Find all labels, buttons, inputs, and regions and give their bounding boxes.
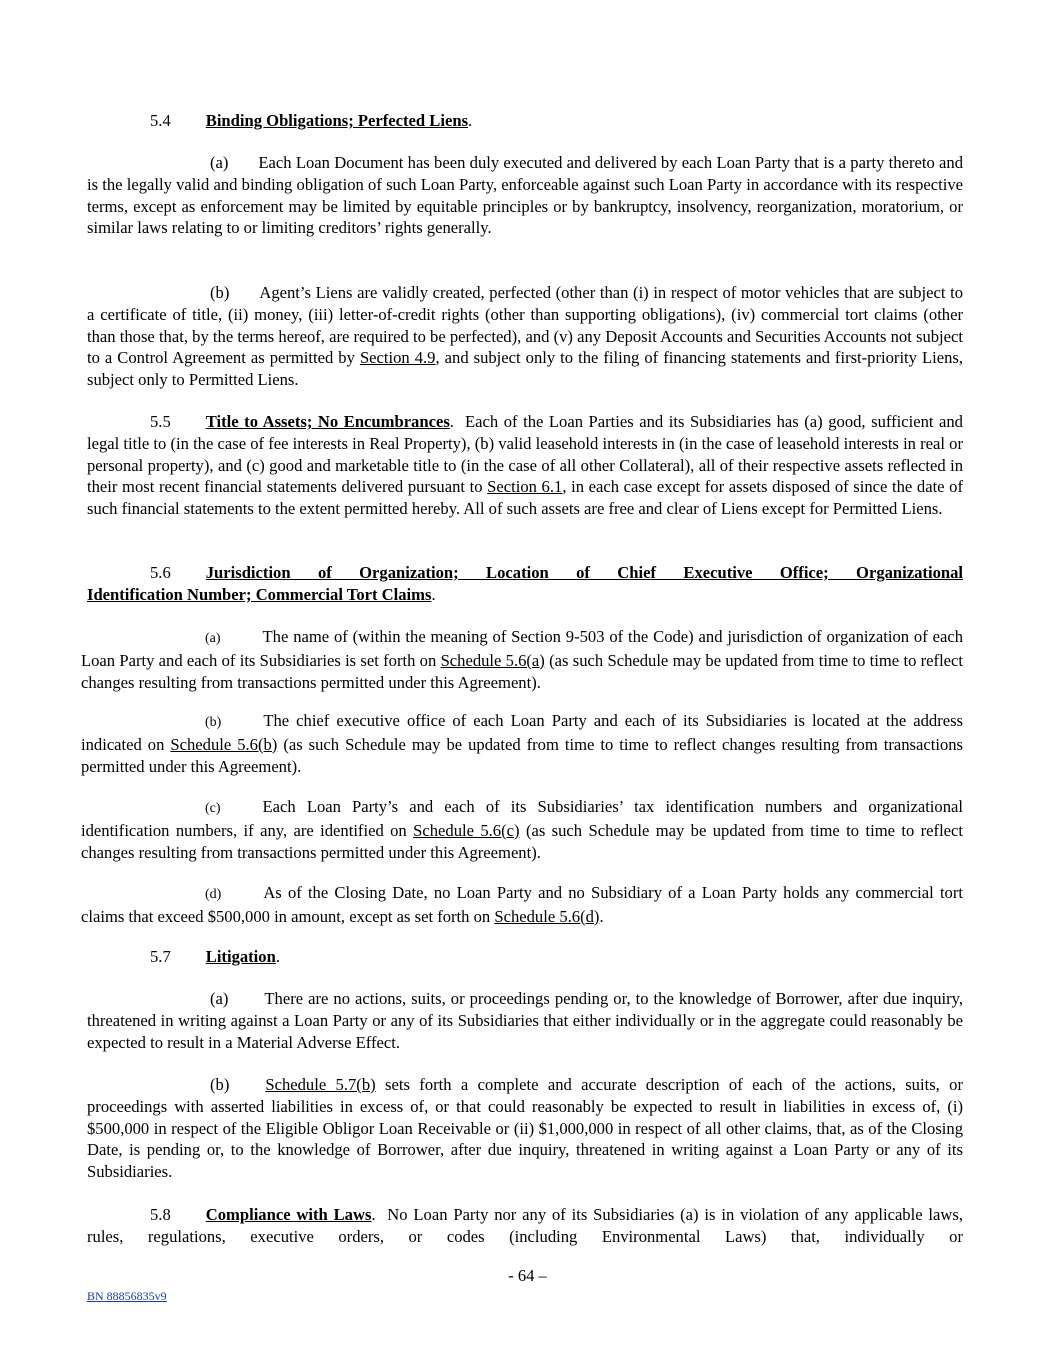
section-title-line-2: Identification Number; Commercial Tort Claims	[87, 584, 432, 604]
section-number: 5.7	[150, 947, 171, 966]
section-number: 5.8	[150, 1205, 171, 1224]
clause-text: Agent’s Liens are validly created, perfected (other than (i) in respect of motor vehicles that are subject to a certificate of title, (ii) money, (iii) letter-of-credit rights (other than supporting obligations), (iv) commercial tort claims (other than those that, by the terms hereof, are required to be perfected), and (v) any Deposit Accounts and Securities Accounts not subject to a Control Agreement as permitted by	[87, 283, 963, 368]
section-5-7-heading: 5.7 Litigation.	[150, 947, 280, 966]
cross-reference-link[interactable]: Section 4.9	[359, 348, 436, 368]
section-text: , in each case except for assets disposed of since the date of such financial statements to the extent permitted hereby. All of such assets are free and clear of Liens except for Permitted Liens.	[87, 477, 963, 519]
section-text: No Loan Party nor any of its Subsidiaries (a) is in violation of any applicable laws, rules, regulations, executive orders, or codes (including Environmental Laws) that, individually or	[87, 1205, 963, 1246]
section-5-4-heading: 5.4 Binding Obligations; Perfected Liens.	[150, 111, 473, 130]
cross-reference-link[interactable]: Section 6.1	[487, 477, 563, 497]
clause-text: The chief executive office of each Loan Party and each of its Subsidiaries is located at the address indicated on	[81, 711, 963, 754]
cross-reference-link[interactable]: Schedule 5.6(b)	[170, 734, 278, 754]
paragraph-5-6-c	[81, 796, 963, 863]
clause-text: Each Loan Party’s and each of its Subsidiaries’ tax identification numbers and organizational identification numbers, if any, are identified on	[81, 797, 963, 840]
section-number: 5.5	[150, 412, 171, 431]
paragraph-5-8: 5.8 Compliance with Laws. No Loan Party nor any of its Subsidiaries (a) is in violation of any applicable laws, rules, regulations, executive orders, or codes (including Environmental Laws) that, individually or	[87, 1205, 963, 1246]
section-title-line-1: Jurisdiction of Organization; Location of Chief Executive Office; Organizational	[205, 563, 963, 582]
section-title: Compliance with Laws	[205, 1205, 372, 1224]
clause-text: As of the Closing Date, no Loan Party and no Subsidiary of a Loan Party holds any commercial tort claims that exceed $500,000 in amount, except as set forth on	[81, 883, 963, 926]
clause-text: Each Loan Document has been duly executed and delivered by each Loan Party that is a party thereto and is the legally valid and binding obligation of such Loan Party, enforceable against such Loan Party in accordance with its respective terms, except as enforcement may be limited by equitable principles or by bankruptcy, insolvency, reorganization, moratorium, or similar laws relating to or limiting creditors’ rights generally.	[87, 153, 963, 238]
clause-text: The name of (within the meaning of Section 9-503 of the Code) and jurisdiction of organization of each Loan Party and each of its Subsidiaries is set forth on	[81, 627, 963, 670]
document-id: BN 88856835v9	[87, 1289, 167, 1303]
section-5-6-heading: 5.6 Jurisdiction of Organization; Location of Chief Executive Office; Organizational Identification Number; Commercial Tort Claims.	[87, 563, 963, 604]
clause-label: (b)	[210, 283, 230, 302]
paragraph-5-7-a	[87, 988, 963, 1053]
paragraph-5-6-a	[81, 626, 963, 693]
clause-label: (a)	[210, 989, 229, 1008]
section-title: Binding Obligations; Perfected Liens	[205, 111, 469, 130]
clause-text: (as such Schedule may be updated from time to time to reflect changes resulting from transactions permitted under this Agreement).	[81, 734, 963, 776]
section-text: Each of the Loan Parties and its Subsidiaries has (a) good, sufficient and legal title to (in the case of fee interests in Real Property), (b) valid leasehold interests in (in the case of leasehold interests in real or personal property), and (c) good and marketable title to (in the case of all other Collateral), all of their respective assets reflected in their most recent financial statements delivered pursuant to	[87, 412, 963, 497]
paragraph-5-4-a	[87, 152, 963, 239]
clause-text: sets forth a complete and accurate description of each of the actions, suits, or proceedings with asserted liabilities in excess of, or that could reasonably be expected to result in liabilities in excess of, (i) $500,000 in respect of the Eligible Obligor Loan Receivable or (ii) $1,000,000 in respect of all other claims, that, as of the Closing Date, is pending or, to the knowledge of Borrower, after due inquiry, threatened in writing against a Loan Party or any of its Subsidiaries.	[87, 1075, 963, 1182]
paragraph-5-6-d	[81, 882, 963, 928]
clause-text: , and subject only to the filing of financing statements and first-priority Liens, subject only to Permitted Liens.	[87, 348, 963, 390]
section-number: 5.4	[150, 111, 171, 130]
clause-text: (as such Schedule may be updated from time to time to reflect changes resulting from transactions permitted under this Agreement).	[81, 820, 964, 862]
clause-text: .	[599, 906, 604, 926]
paragraph-5-5: 5.5 Title to Assets; No Encumbrances. Each of the Loan Parties and its Subsidiaries has (a) good, sufficient and legal title to (in the case of fee interests in Real Property), (b) valid leasehold interests in (in the case of leasehold interests in real or personal property), and (c) good and marketable title to (in the case of all other Collateral), all of their respective assets reflected in their most recent financial statements delivered pursuant to Section 6.1, in each case except for assets disposed of since the date of such financial statements to the extent permitted hereby. All of such assets are free and clear of Liens except for Permitted Liens.	[87, 412, 963, 519]
cross-reference-link[interactable]: Schedule 5.6(c)	[413, 820, 520, 840]
clause-label: (d)	[205, 887, 222, 902]
clause-label: (a)	[205, 631, 221, 646]
clause-text: (as such Schedule may be updated from time to time to reflect changes resulting from transactions permitted under this Agreement).	[81, 650, 964, 692]
section-title: Title to Assets; No Encumbrances	[205, 412, 450, 431]
paragraph-5-4-b	[87, 282, 963, 391]
clause-label: (c)	[205, 801, 221, 816]
clause-label: (b)	[205, 715, 222, 730]
cross-reference-link[interactable]: Schedule 5.6(a)	[440, 650, 545, 670]
cross-reference-link[interactable]: Schedule 5.6(d)	[494, 906, 600, 926]
clause-label: (a)	[210, 153, 229, 172]
clause-label: (b)	[210, 1075, 230, 1094]
section-title: Litigation	[205, 947, 276, 966]
paragraph-5-7-b	[87, 1074, 963, 1183]
cross-reference-link[interactable]: Schedule 5.7(b)	[265, 1075, 376, 1094]
page-number: - 64 –	[508, 1266, 547, 1285]
paragraph-5-6-b	[81, 710, 963, 777]
clause-text: There are no actions, suits, or proceedings pending or, to the knowledge of Borrower, after due inquiry, threatened in writing against a Loan Party or any of its Subsidiaries that either individually or in the aggregate could reasonably be expected to result in a Material Adverse Effect.	[87, 989, 963, 1052]
section-number: 5.6	[150, 563, 171, 582]
